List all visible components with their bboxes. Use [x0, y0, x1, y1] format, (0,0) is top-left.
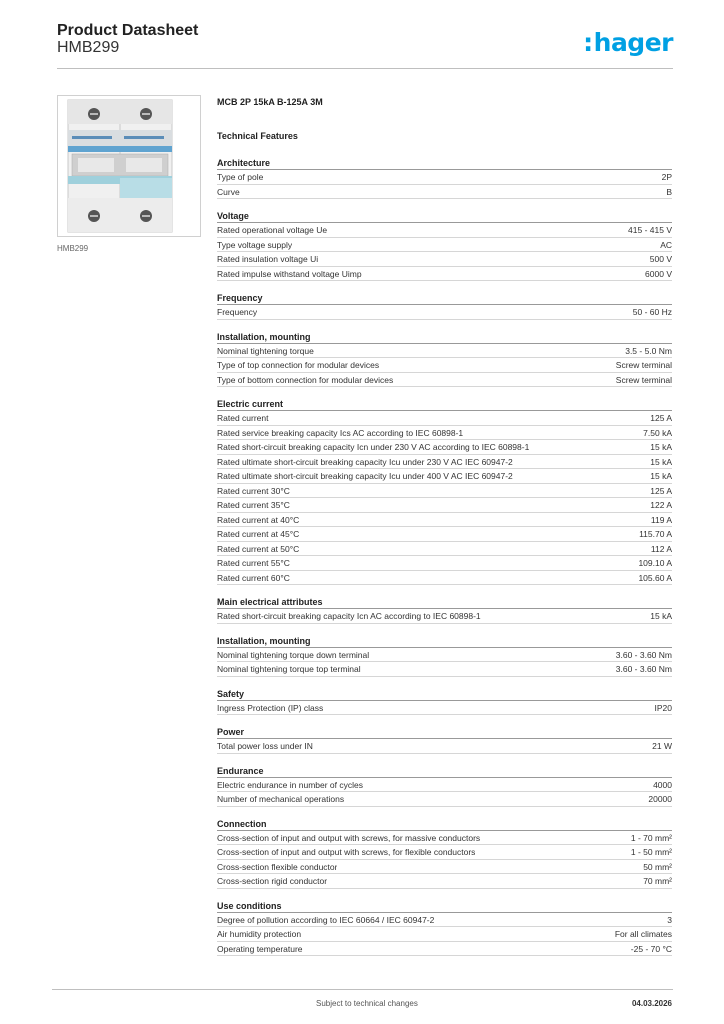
footer-divider — [52, 989, 673, 990]
feature-section — [217, 900, 672, 957]
feature-value: 119 A — [650, 514, 672, 525]
feature-value: -25 - 70 °C — [630, 943, 672, 954]
feature-label: Rated current 30°C — [217, 485, 290, 496]
feature-section — [217, 157, 672, 199]
feature-label: Type of bottom connection for modular devices — [217, 374, 394, 385]
feature-value: 3.5 - 5.0 Nm — [625, 345, 672, 356]
feature-section — [217, 331, 672, 388]
feature-label: Type of pole — [217, 172, 264, 182]
feature-value: AC — [660, 239, 672, 250]
section-title: Endurance — [217, 765, 672, 778]
feature-row — [217, 170, 672, 185]
feature-value: 4000 — [653, 779, 672, 790]
feature-value: IP20 — [654, 702, 672, 713]
feature-row — [217, 527, 672, 542]
feature-value: 112 A — [650, 543, 672, 554]
feature-row — [217, 831, 672, 846]
feature-value: 21 W — [652, 741, 672, 751]
hager-logo: :hager — [583, 28, 673, 57]
feature-label: Cross-section rigid conductor — [217, 876, 328, 886]
feature-label: Air humidity protection — [217, 929, 302, 939]
feature-row — [217, 455, 672, 470]
feature-value: 15 kA — [650, 456, 672, 467]
feature-label: Type of top connection for modular devices — [217, 360, 380, 370]
feature-value: Screw terminal — [615, 374, 672, 385]
feature-label: Cross-section of input and output with screws, for flexible conductors — [217, 847, 476, 857]
product-reference: HMB299 — [57, 39, 120, 56]
feature-label: Rated short-circuit breaking capacity Icn under 230 V AC according to IEC 60898-1 — [217, 442, 530, 452]
feature-label: Rated current at 45°C — [217, 529, 300, 539]
feature-value: 6000 V — [645, 268, 672, 279]
feature-value: 1 - 70 mm² — [630, 832, 672, 843]
feature-row — [217, 469, 672, 484]
section-title: Main electrical attributes — [217, 596, 672, 609]
feature-label: Rated ultimate short-circuit breaking capacity Icu under 230 V AC IEC 60947-2 — [217, 456, 513, 467]
feature-label: Rated current 35°C — [217, 500, 290, 510]
feature-label: Rated current 60°C — [217, 572, 290, 583]
feature-value: Screw terminal — [615, 360, 672, 370]
feature-value: 415 - 415 V — [628, 225, 672, 235]
datasheet-content — [217, 95, 672, 956]
feature-row — [217, 344, 672, 359]
feature-sections — [217, 157, 672, 956]
footer-date: 04.03.2026 — [631, 999, 672, 1008]
feature-value: 3.60 - 3.60 Nm — [615, 664, 672, 674]
feature-row — [217, 778, 672, 793]
feature-row — [217, 498, 672, 513]
feature-label: Degree of pollution according to IEC 60664 / IEC 60947-2 — [217, 914, 435, 925]
feature-row — [217, 845, 672, 860]
feature-value: 122 A — [650, 500, 672, 510]
circuit-breaker-image — [58, 96, 200, 236]
product-name: MCB 2P 15kA B-125A 3M — [217, 97, 323, 107]
feature-label: Rated short-circuit breaking capacity Icn AC according to IEC 60898-1 — [217, 611, 481, 621]
section-title: Frequency — [217, 292, 672, 305]
feature-section — [217, 688, 672, 716]
feature-label: Rated current at 40°C — [217, 514, 300, 525]
feature-label: Ingress Protection (IP) class — [217, 702, 324, 713]
feature-row — [217, 542, 672, 557]
feature-value: 109.10 A — [638, 558, 672, 568]
feature-row — [217, 792, 672, 807]
document-title: Product Datasheet — [57, 22, 199, 39]
feature-row — [217, 609, 672, 624]
feature-label: Total power loss under IN — [217, 741, 313, 751]
feature-label: Nominal tightening torque down terminal — [217, 649, 370, 660]
feature-section — [217, 398, 672, 585]
footer-note: Subject to technical changes — [316, 999, 418, 1008]
feature-row — [217, 185, 672, 200]
feature-value: 15 kA — [650, 611, 672, 621]
feature-section — [217, 292, 672, 320]
feature-value: 50 - 60 Hz — [632, 307, 672, 317]
feature-label: Curve — [217, 186, 240, 197]
feature-value: 125 A — [650, 485, 672, 496]
feature-label: Rated insulation voltage Ui — [217, 254, 319, 264]
feature-row — [217, 411, 672, 426]
section-title: Connection — [217, 818, 672, 831]
feature-label: Electric endurance in number of cycles — [217, 779, 363, 790]
feature-value: 7.50 kA — [643, 427, 672, 438]
feature-label: Rated service breaking capacity Ics AC according to IEC 60898-1 — [217, 427, 464, 438]
feature-section — [217, 765, 672, 807]
feature-value: 105.60 A — [638, 572, 672, 583]
feature-row — [217, 267, 672, 282]
feature-section — [217, 210, 672, 281]
feature-label: Rated current 55°C — [217, 558, 290, 568]
feature-value: 115.70 A — [639, 529, 672, 539]
section-title: Installation, mounting — [217, 635, 672, 648]
feature-value: 15 kA — [650, 442, 672, 452]
feature-row — [217, 223, 672, 238]
logo-text: hager — [593, 28, 673, 57]
feature-row — [217, 426, 672, 441]
section-title: Power — [217, 726, 672, 739]
feature-row — [217, 739, 672, 754]
feature-label: Type voltage supply — [217, 239, 293, 250]
feature-value: 3 — [667, 914, 672, 925]
feature-row — [217, 927, 672, 942]
section-title: Electric current — [217, 398, 672, 411]
feature-row — [217, 252, 672, 267]
feature-value: 2P — [661, 172, 672, 182]
section-title: Architecture — [217, 157, 672, 170]
feature-row — [217, 513, 672, 528]
feature-label: Nominal tightening torque top terminal — [217, 664, 361, 674]
feature-label: Cross-section of input and output with screws, for massive conductors — [217, 832, 481, 843]
technical-features-title: Technical Features — [217, 131, 298, 141]
feature-value: For all climates — [614, 929, 672, 939]
feature-label: Rated impulse withstand voltage Uimp — [217, 268, 362, 279]
feature-section — [217, 596, 672, 624]
feature-label: Rated current — [217, 413, 269, 423]
feature-row — [217, 238, 672, 253]
feature-section — [217, 818, 672, 889]
feature-label: Cross-section flexible conductor — [217, 861, 338, 872]
feature-value: B — [666, 186, 672, 197]
section-title: Installation, mounting — [217, 331, 672, 344]
feature-label: Nominal tightening torque — [217, 345, 314, 356]
feature-value: 50 mm² — [643, 861, 672, 872]
feature-row — [217, 571, 672, 586]
feature-label: Operating temperature — [217, 943, 303, 954]
feature-row — [217, 701, 672, 716]
feature-label: Rated operational voltage Ue — [217, 225, 328, 235]
feature-row — [217, 556, 672, 571]
feature-value: 125 A — [650, 413, 672, 423]
feature-row — [217, 305, 672, 320]
feature-row — [217, 874, 672, 889]
feature-row — [217, 484, 672, 499]
image-caption: HMB299 — [57, 244, 89, 253]
feature-value: 70 mm² — [643, 876, 672, 886]
feature-row — [217, 358, 672, 373]
feature-section — [217, 726, 672, 754]
product-image — [57, 95, 201, 237]
feature-row — [217, 373, 672, 388]
feature-row — [217, 662, 672, 677]
feature-value: 15 kA — [650, 471, 672, 481]
feature-row — [217, 942, 672, 957]
feature-value: 20000 — [648, 794, 672, 804]
feature-label: Frequency — [217, 307, 258, 317]
feature-row — [217, 440, 672, 455]
feature-row — [217, 648, 672, 663]
feature-value: 3.60 - 3.60 Nm — [615, 649, 672, 660]
feature-value: 500 V — [649, 254, 672, 264]
section-title: Voltage — [217, 210, 672, 223]
feature-row — [217, 913, 672, 928]
section-title: Use conditions — [217, 900, 672, 913]
page-header — [57, 20, 673, 69]
feature-label: Rated current at 50°C — [217, 543, 300, 554]
feature-value: 1 - 50 mm² — [630, 847, 672, 857]
feature-row — [217, 860, 672, 875]
feature-section — [217, 635, 672, 677]
feature-label: Number of mechanical operations — [217, 794, 345, 804]
section-title: Safety — [217, 688, 672, 701]
feature-label: Rated ultimate short-circuit breaking capacity Icu under 400 V AC IEC 60947-2 — [217, 471, 513, 481]
